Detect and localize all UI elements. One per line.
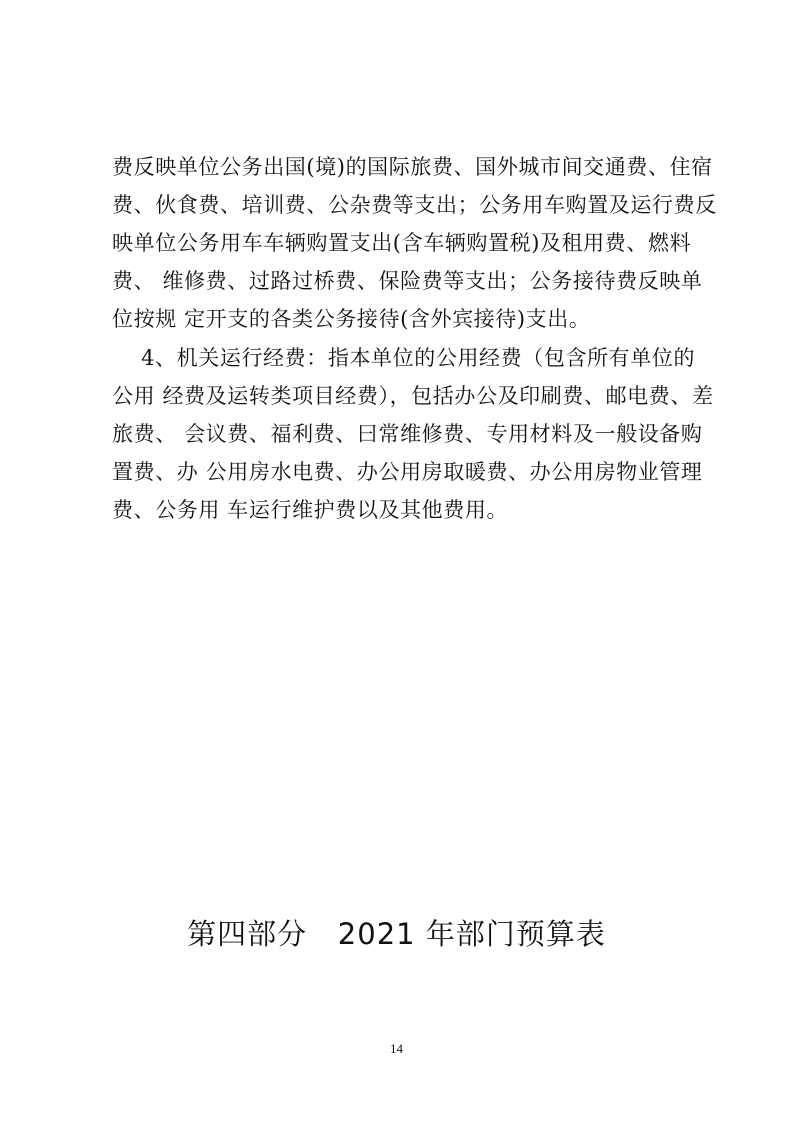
body-line-8: 旅费、 会议费、福利费、曰常维修费、专用材料及一般设备购 — [112, 422, 703, 446]
body-line-6: 4、机关运行经费：指本单位的公用经费（包含所有单位的 — [112, 346, 696, 370]
body-line-2: 费、伙食费、培训费、公杂费等支出；公务用车购置及运行费反 — [112, 193, 717, 217]
body-line-7: 公用 经费及运转类项目经费），包括办公及印刷费、邮电费、差 — [112, 384, 714, 408]
body-line-9: 置费、办 公用房水电费、办公用房取暖费、办公用房物业管理 — [112, 460, 703, 484]
body-line-3: 映单位公务用车车辆购置支出(含车辆购置税)及租用费、燃料 — [112, 231, 692, 255]
body-line-5: 位按规 定开支的各类公务接待(含外宾接待)支出。 — [112, 307, 591, 331]
section-heading: 第四部分 2021 年部门预算表 — [187, 917, 606, 951]
body-line-1: 费反映单位公务出国(境)的国际旅费、国外城市间交通费、住宿 — [112, 155, 713, 179]
body-line-10: 费、公务用 车运行维护费以及其他费用。 — [112, 498, 509, 522]
page-number: 14 — [390, 1041, 403, 1056]
body-line-4: 费、 维修费、过路过桥费、保险费等支出；公务接待费反映单 — [112, 269, 703, 293]
